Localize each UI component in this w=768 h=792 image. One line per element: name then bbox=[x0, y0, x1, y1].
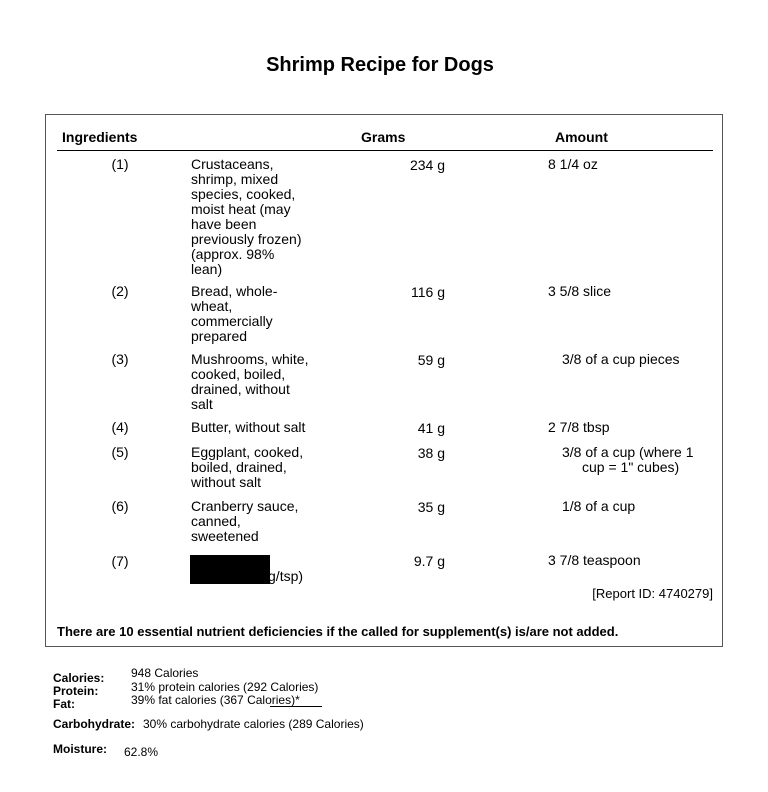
row-number: (7) bbox=[111, 553, 129, 569]
amount-value: 8 1/4 oz bbox=[548, 156, 598, 172]
page-title: Shrimp Recipe for Dogs bbox=[266, 54, 494, 76]
header-ingredients: Ingredients bbox=[62, 129, 138, 145]
row-number: (3) bbox=[111, 351, 129, 367]
grams-value: 41 g bbox=[417, 420, 445, 436]
report-id: [Report ID: 4740279] bbox=[592, 586, 713, 601]
header-divider bbox=[57, 150, 713, 151]
grams-value: 59 g bbox=[417, 352, 445, 368]
grams-value: 116 g bbox=[411, 284, 445, 300]
row-number: (5) bbox=[111, 444, 129, 460]
ingredient-description: Mushrooms, white, cooked, boiled, drained, without salt bbox=[191, 351, 309, 412]
fat-label: Fat: bbox=[53, 697, 75, 711]
grams-value: 38 g bbox=[417, 445, 445, 461]
ingredient-description: Butter, without salt bbox=[191, 419, 306, 435]
ingredient-description: Cranberry sauce, canned, sweetened bbox=[191, 498, 299, 544]
ingredient-description: Bread, whole- wheat, commercially prepared bbox=[191, 283, 278, 344]
grams-value: 9.7 g bbox=[413, 553, 445, 569]
row-number: (2) bbox=[111, 283, 129, 299]
carbohydrate-label: Carbohydrate: bbox=[53, 717, 136, 731]
ingredient-description: Eggplant, cooked, boiled, drained, without salt bbox=[191, 444, 304, 490]
protein-value: 31% protein calories (292 Calories) bbox=[131, 680, 319, 694]
header-grams: Grams bbox=[361, 129, 406, 145]
moisture-label: Moisture: bbox=[53, 742, 107, 756]
row-number: (6) bbox=[111, 498, 129, 514]
row-number: (4) bbox=[111, 419, 129, 435]
amount-value: 2 7/8 tbsp bbox=[548, 419, 610, 435]
header-amount: Amount bbox=[555, 129, 608, 145]
grams-value: 35 g bbox=[417, 499, 445, 515]
carbohydrate-value: 30% carbohydrate calories (289 Calories) bbox=[143, 717, 364, 731]
amount-value: 3 5/8 slice bbox=[548, 283, 612, 299]
ingredient-description: (2.5 g/tsp) bbox=[240, 568, 304, 584]
fat-value: 39% fat calories (367 Calories)* bbox=[131, 693, 300, 707]
calories-label: Calories: bbox=[53, 671, 105, 685]
ingredient-description: Crustaceans, shrimp, mixed species, cooked, moist heat (may have been previously frozen) (approx. 98% lean) bbox=[191, 156, 302, 277]
amount-value: 3/8 of a cup pieces bbox=[562, 351, 680, 367]
calories-value: 948 Calories bbox=[131, 666, 199, 680]
deficiency-note: There are 10 essential nutrient deficiencies if the called for supplement(s) is/are not added. bbox=[57, 624, 619, 639]
row-number: (1) bbox=[111, 156, 129, 172]
amount-value: 3/8 of a cup (where 1 cup = 1" cubes) bbox=[562, 444, 694, 475]
amount-value: 1/8 of a cup bbox=[562, 498, 636, 514]
protein-label: Protein: bbox=[53, 684, 99, 698]
amount-value: 3 7/8 teaspoon bbox=[548, 552, 641, 568]
moisture-value: 62.8% bbox=[124, 745, 159, 759]
grams-value: 234 g bbox=[409, 157, 445, 173]
fat-underline bbox=[270, 706, 322, 707]
